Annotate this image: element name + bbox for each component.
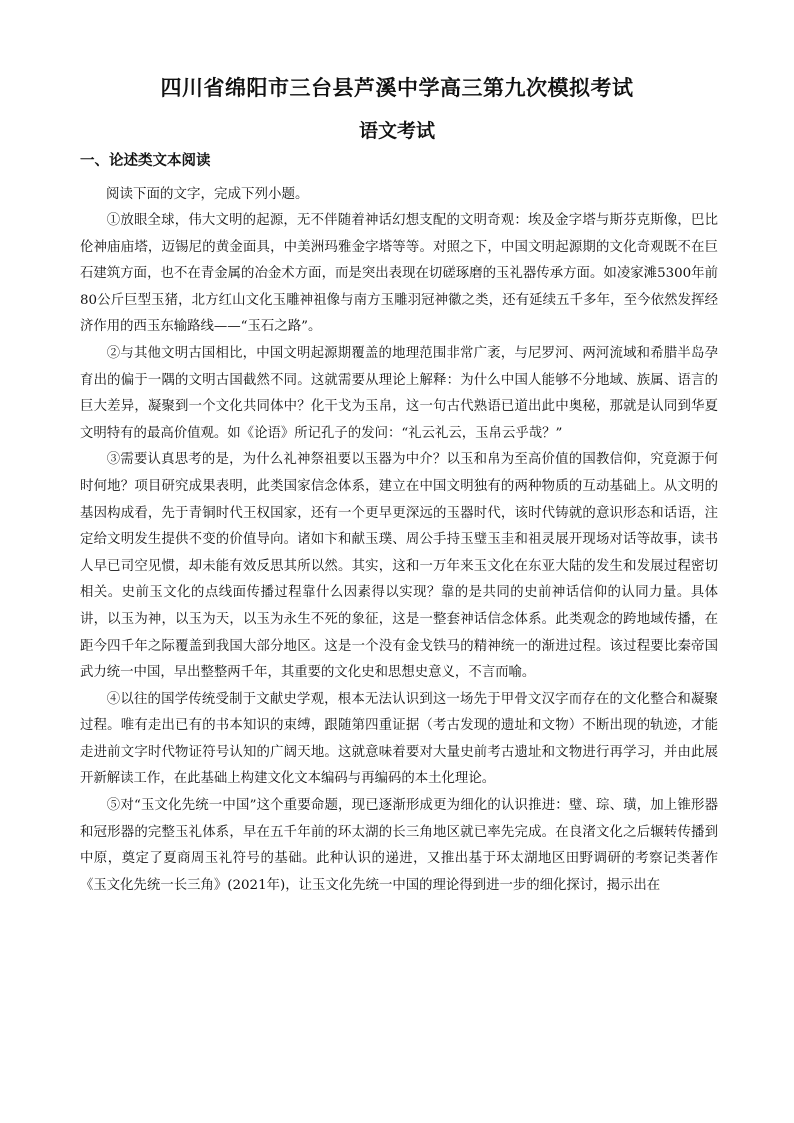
section-heading: 一、论述类文本阅读	[80, 153, 211, 169]
paragraph-1: ①放眼全球，伟大文明的起源，无不伴随着神话幻想支配的文明奇观：埃及金字塔与斯芬克斯像，巴比伦神庙庙塔，迈锡尼的黄金面具，中美洲玛雅金字塔等等。对照之下，中国文明起源期的文化奇观既不在巨石建筑方面，也不在青金属的冶金术方面，而是突出表现在切磋琢磨的玉礼器传承方面。如凌家滩5300年前80公斤巨型玉猪，北方红山文化玉雕神祖像与南方玉雕羽冠神徽之类，还有延续五千多年，至今依然发挥经济作用的西玉东输路线——“玉石之路”。	[80, 213, 718, 335]
exam-title: 四川省绵阳市三台县芦溪中学高三第九次模拟考试	[160, 76, 634, 100]
exam-subtitle: 语文考试	[358, 120, 435, 142]
paragraph-3: ③需要认真思考的是，为什么礼神祭祖要以玉器为中介？以玉和帛为至高价值的国教信仰，究竟源于何时何地？项目研究成果表明，此类国家信念体系，建立在中国文明独有的两种物质的互动基础上。从文明的基因构成看，先于青铜时代王权国家，还有一个更早更深远的玉器时代，该时代铸就的意识形态和话语，注定给文明发生提供不变的价值导向。诸如卞和献玉璞、周公手持玉璧玉圭和祖灵展开现场对话等故事，读书人早已司空见惯，却未能有效反思其所以然。其实，这和一万年来玉文化在东亚大陆的发生和发展过程密切相关。史前玉文化的点线面传播过程靠什么因素得以实现？靠的是共同的史前神话信仰的认同力量。具体讲，以玉为神，以玉为天，以玉为永生不死的象征，这是一整套神话信念体系。此类观念的跨地域传播，在距今四千年之际覆盖到我国大部分地区。这是一个没有金戈铁马的精神统一的渐进过程。该过程要比秦帝国武力统一中国，早出整整两千年，其重要的文化史和思想史意义，不言而喻。	[80, 452, 718, 681]
passage-body	[80, 208, 718, 899]
paragraph-4: ④以往的国学传统受制于文献史学观，根本无法认识到这一场先于甲骨文汉字而存在的文化整合和凝聚过程。唯有走出已有的书本知识的束缚，跟随第四重证据（考古发现的遗址和文物）不断出现的轨迹，才能走进前文字时代物证符号认知的广阔天地。这就意味着要对大量史前考古遗址和文物进行再学习，并由此展开新解读工作，在此基础上构建文化文本编码与再编码的本土化理论。	[80, 691, 718, 787]
paragraph-5: ⑤对“玉文化先统一中国”这个重要命题，现已逐渐形成更为细化的认识推进：璧、琮、璜，加上锥形器和冠形器的完整玉礼体系，早在五千年前的环太湖的长三角地区就已率先完成。在良渚文化之后辗转传播到中原，奠定了夏商周玉礼符号的基础。此种认识的递进，又推出基于环太湖地区田野调研的考察记类著作《玉文化先统一长三角》(2021年)，让玉文化先统一中国的理论得到进一步的细化探讨，揭示出在	[80, 798, 718, 893]
reading-instruction: 阅读下面的文字，完成下列小题。	[106, 186, 309, 202]
paragraph-2: ②与其他文明古国相比，中国文明起源期覆盖的地理范围非常广袤，与尼罗河、两河流域和希腊半岛孕育出的偏于一隅的文明古国截然不同。这就需要从理论上解释：为什么中国人能够不分地域、族属、语言的巨大差异，凝聚到一个文化共同体中？化干戈为玉帛，这一句古代熟语已道出此中奥秘，那就是认同到华夏文明特有的最高价值观。如《论语》所记孔子的发问：“礼云礼云，玉帛云乎哉？”	[80, 345, 718, 441]
